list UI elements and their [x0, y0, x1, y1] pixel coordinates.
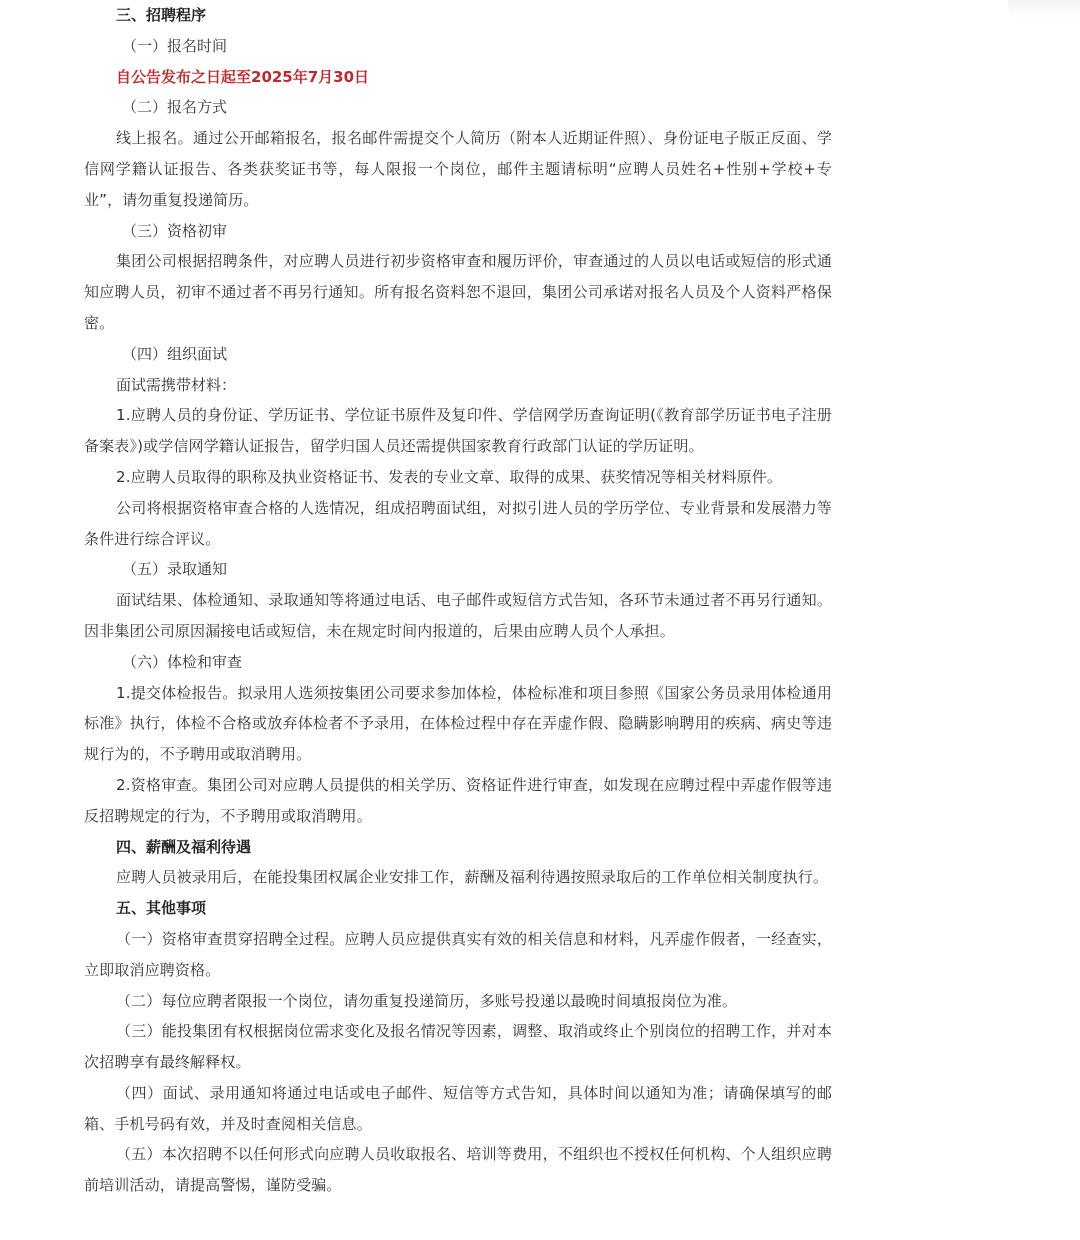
other-matters-item-4: （四）面试、录用通知将通过电话或电子邮件、短信等方式告知，具体时间以通知为准；请确保填写的邮箱、手机号码有效，并及时查阅相关信息。 — [84, 1083, 832, 1133]
salary-benefits-text: 应聘人员被录用后，在能投集团权属企业安排工作，薪酬及福利待遇按照录取后的工作单位相关制度执行。 — [116, 868, 829, 887]
other-matters-item-5: （五）本次招聘不以任何形式向应聘人员收取报名、培训等费用，不组织也不授权任何机构、个人组织应聘前培训活动，请提高警惕，谨防受骗。 — [84, 1145, 832, 1195]
medical-check-item-2: 2.资格审查。集团公司对应聘人员提供的相关学历、资格证件进行审查，如发现在应聘过程中弄虚作假等违反招聘规定的行为，不予聘用或取消聘用。 — [84, 775, 832, 825]
interview-evaluation-text: 公司将根据资格审查合格的人选情况，组成招聘面试组，对拟引进人员的学历学位、专业背景和发展潜力等条件进行综合评议。 — [84, 498, 832, 548]
subsection-interview-heading: （四）组织面试 — [122, 344, 228, 363]
other-matters-item-3: （三）能投集团有权根据岗位需求变化及报名情况等因素，调整、取消或终止个别岗位的招聘工作，并对本次招聘享有最终解释权。 — [84, 1022, 832, 1072]
medical-check-item-1: 1.提交体检报告。拟录用人选须按集团公司要求参加体检，体检标准和项目参照《国家公务员录用体检通用标准》执行，体检不合格或放弃体检者不予录用，在体检过程中存在弄虚作假、隐瞒影响聘用的疾病、病史等违规行为的，不予聘用或取消聘用。 — [84, 683, 832, 764]
section-4-heading: 四、薪酬及福利待遇 — [116, 837, 252, 856]
section-3-heading: 三、招聘程序 — [116, 6, 207, 24]
subsection-preliminary-review-heading: （三）资格初审 — [122, 221, 228, 240]
other-matters-item-1: （一）资格审查贯穿招聘全过程。应聘人员应提供真实有效的相关信息和材料，凡弄虚作假者，一经查实，立即取消应聘资格。 — [84, 929, 832, 979]
subsection-registration-method-heading: （二）报名方式 — [122, 98, 228, 117]
registration-method-text: 线上报名。通过公开邮箱报名，报名邮件需提交个人简历（附本人近期证件照）、身份证电子版正反面、学信网学籍认证报告、各类获奖证书等，每人限报一个岗位，邮件主题请标明“应聘人员姓名+性别+学校+专业”，请勿重复投递简历。 — [84, 129, 832, 209]
subsection-registration-time-heading: （一）报名时间 — [122, 36, 228, 55]
subsection-admission-notice-heading: （五）录取通知 — [122, 560, 228, 579]
preliminary-review-text: 集团公司根据招聘条件，对应聘人员进行初步资格审查和履历评价，审查通过的人员以电话或短信的形式通知应聘人员，初审不通过者不再另行通知。所有报名资料恕不退回，集团公司承诺对报名人员及个人资料严格保密。 — [84, 252, 832, 332]
announcement-body — [84, 0, 832, 1201]
registration-deadline: 自公告发布之日起至2025年7月30日 — [116, 67, 370, 86]
interview-materials-intro: 面试需携带材料： — [116, 375, 237, 394]
top-right-corner-overlay — [1008, 0, 1080, 20]
section-5-heading: 五、其他事项 — [116, 899, 207, 918]
interview-material-item-1: 1.应聘人员的身份证、学历证书、学位证书原件及复印件、学信网学历查询证明(《教育部学历证书电子注册备案表》)或学信网学籍认证报告，留学归国人员还需提供国家教育行政部门认证的学历证明。 — [84, 406, 832, 456]
interview-material-item-2: 2.应聘人员取得的职称及执业资格证书、发表的专业文章、取得的成果、获奖情况等相关材料原件。 — [116, 467, 783, 486]
subsection-medical-check-heading: （六）体检和审查 — [122, 652, 243, 671]
admission-notice-text: 面试结果、体检通知、录取通知等将通过电话、电子邮件或短信方式告知，各环节未通过者不再另行通知。因非集团公司原因漏接电话或短信，未在规定时间内报道的，后果由应聘人员个人承担。 — [84, 591, 832, 640]
other-matters-item-2: （二）每位应聘者限报一个岗位，请勿重复投递简历，多账号投递以最晚时间填报岗位为准。 — [116, 991, 738, 1010]
